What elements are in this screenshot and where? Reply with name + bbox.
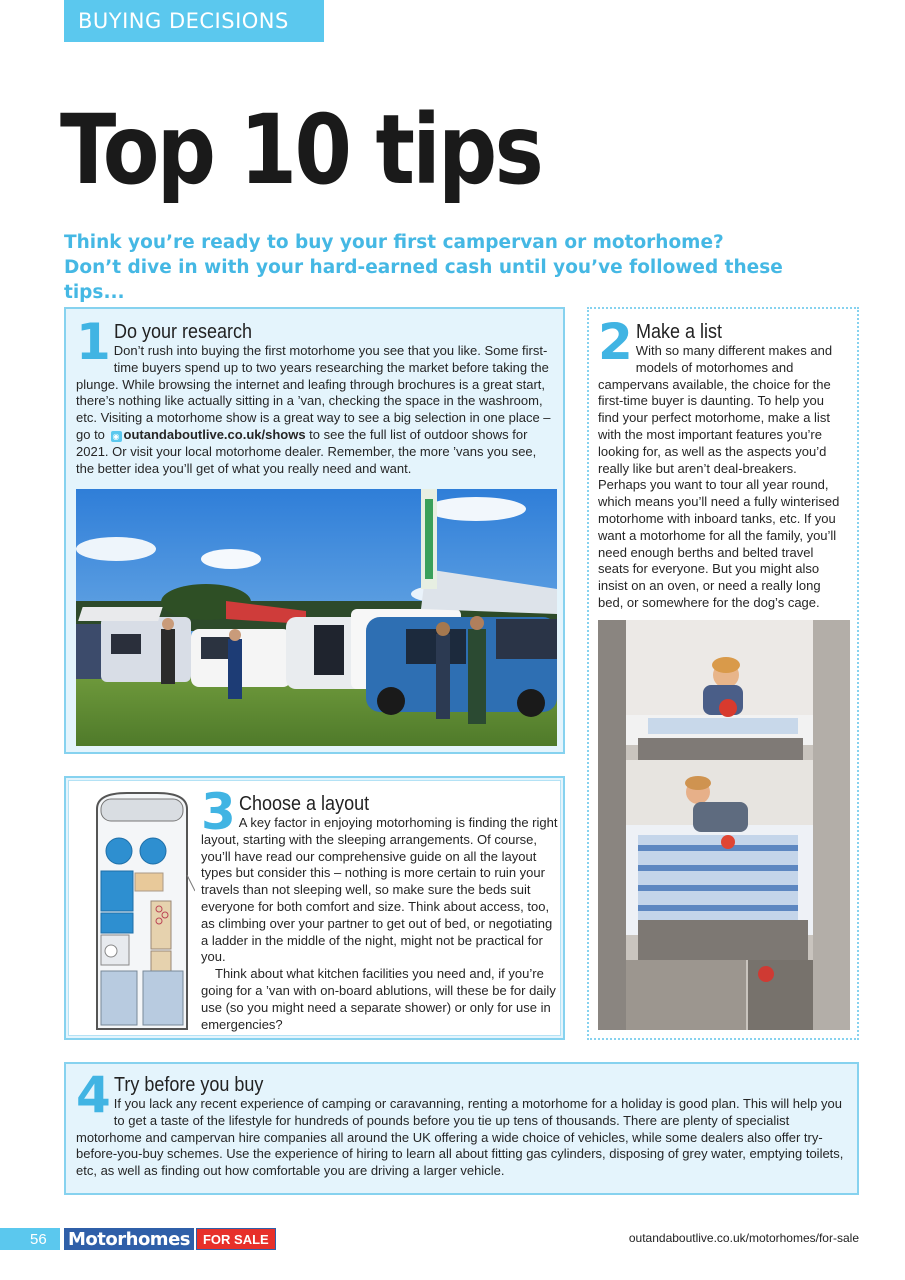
tip-4-title: Try before you buy bbox=[113, 1074, 264, 1096]
tip-1-box bbox=[64, 307, 565, 754]
tip-1-number: 1 bbox=[76, 313, 111, 371]
magazine-logo bbox=[64, 1228, 276, 1250]
page-number: 56 bbox=[0, 1228, 60, 1250]
tip-3-title: Choose a layout bbox=[238, 793, 369, 815]
tip-4-text: If you lack any recent experience of camping or caravanning, renting a motorhome for a holiday is good plan. This will help you to get a taste of the lifestyle for hundreds of pounds before you tie up tens of thousands. There are plenty of specialist motorhome and campervan hire companies all around the UK offering a wide choice of vehicles, while some dealers also offer try-before-you-buy schemes. Use the experience of hiring to learn all about fitting gas cylinders, disposing of grey water, emptying toilets, etc, as well as finding out how comfortable you are driving a larger vehicle. bbox=[76, 1096, 844, 1179]
tip-3-box bbox=[64, 776, 565, 1040]
logo-main-text: Motorhomes bbox=[64, 1228, 194, 1250]
motorhome-show-photo bbox=[76, 489, 557, 746]
standfirst: Think you’re ready to buy your first campervan or motorhome? Don’t dive in with your hard-earned cash until you’ve followed these tips... bbox=[64, 232, 783, 303]
logo-sale-badge: FOR SALE bbox=[196, 1228, 276, 1250]
section-tag: BUYING DECISIONS bbox=[64, 0, 324, 42]
tip-3-text-2: Think about what kitchen facilities you need and, if you’re going for a ’van with on-board ablutions, will these be for daily use (so you might need a separate shower) or only for use in emergencies? bbox=[201, 966, 556, 1032]
tip-4-box bbox=[64, 1062, 859, 1195]
tip-2-title: Make a list bbox=[635, 321, 722, 343]
tip-4-number: 4 bbox=[76, 1066, 111, 1124]
bunk-beds-photo bbox=[598, 620, 850, 1030]
tip-2-box bbox=[587, 307, 859, 1040]
tip-1-text: Don’t rush into buying the first motorhome you see that you like. Some first-time buyers spend up to two years researching the market before taking the plunge. While browsing the internet and leafing through brochures is a great start, there’s nothing like actually sitting in a ’van, checking the space in the washroom, etc. Visiting a motorhome show is a great way to see a big selection in one place – go to ◉ outandaboutlive.co.uk/shows to see the full list of outdoor shows for 2021. Or visit your local motorhome dealer. Remember, the more ’vans you see, the better idea you’ll get of what you really need and want. bbox=[76, 343, 551, 476]
tip-2-number: 2 bbox=[598, 313, 633, 371]
tip-1-title: Do your research bbox=[113, 321, 252, 343]
layout-floorplan-diagram bbox=[87, 791, 195, 1035]
shows-link[interactable]: outandaboutlive.co.uk/shows bbox=[123, 426, 306, 442]
tip-3-number: 3 bbox=[201, 783, 236, 841]
footer-url[interactable]: outandaboutlive.co.uk/motorhomes/for-sale bbox=[628, 1231, 859, 1245]
tip-2-text: With so many different makes and models of motorhomes and campervans available, the choice for the first-time buyer is daunting. To help you find your perfect motorhome, make a list with the most important features you’re looking for, as well as the aspects you’d really like but aren’t deal-breakers. Perhaps you want to tour all year round, which means you’ll need a fully winterised motorhome with inboard tanks, etc. If you want a motorhome for all the family, you’ll need enough berths and belted travel seats for everyone. But you might also insist on an oven, or need a really long bed, or somewhere for the dog’s cage. bbox=[598, 343, 840, 610]
web-link-icon: ◉ bbox=[111, 431, 122, 442]
tip-3-text: A key factor in enjoying motorhoming is finding the right layout, starting with the sleeping arrangements. Of course, you’ll have read our comprehensive guide on all the layout types but consider this – nothing is more certain to ruin your travels than not sleeping well, so make sure the beds suit everyone for both comfort and size. Think about access, too, as climbing over your partner to get out of bed, or negotiating a ladder in the middle of the night, might not be practical for you. bbox=[201, 815, 558, 965]
page-title: Top 10 tips bbox=[60, 94, 542, 206]
